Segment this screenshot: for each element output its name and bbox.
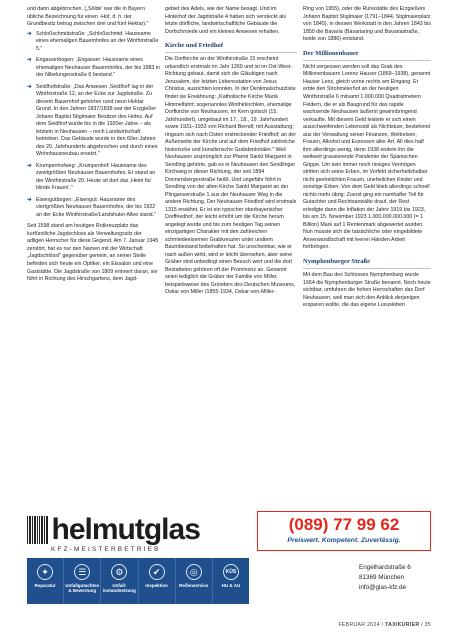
paragraph: Nicht vergessen werden soll das Grab des Millionenbauern Lorenz Hauser (1869–1938), genannt Hauser Lenz, gleich vorne rechts am Eingang. Er erbte den Strohmeierhof an der heutigen Winthirstraße 6 mitsamt 1.000.000 Quadratmetern Feldern, die er als Baugrund für das rapide wachsende Neuhausen äußerst gewinnbringend verkaufte. Mit diesem Geld leistete er sich einen ausschweifenden Lebensstil als Nichtstuer, bestehend aus der Verwaltung seiner Finanzen, Weltreisen, Frauen, Alkohol und Exzessen aller Art. All dies half ihm allerdings wenig, denn 1938 endete ihn die weltweit grassierende Pandemie der Spanischen Grippe. Um sein immer noch riesiges Vermögen stritten sich seine Erben, im Vorfeld sicherheitshalber nicht geehelichten Frauen, unehelichen Kinder und sonstige Erben. Von dem Geld blieb allerdings schnell nichts mehr übrig: Zuerst ging ein namhafter Teil für Gutachter und Rechtsanwälte drauf, der Rest erledigte dann die Inflation der Jahre 1919 bis 1923, bis am 15. November 1923 1.000.000.000.000 (= 1 Billion) Mark auf 1 Rentenmark abgewertet wurden. Nun musste sich die tatsächliche oder eingebildete Anverwandtschaft mit leeren Händen Arbeit fortbringen. [303,63,431,251]
arrow-icon: ➔ [27,162,32,169]
service-item [27,558,64,604]
brand-tagline: KFZ-MEISTERBETRIEB [51,546,161,553]
paragraph: Seit 1598 stand am heutigen Rotkreuzplatz das kurfürstliche Jagdschloss als Verwaltungssitz der adligen Herrscher für diese Gegend. Am 7. Januar 1945 zerstört, hat es nur den Namen mit der Wirtschaft „Jagdschlössl" gegenüber gemein, an seiner Stelle befinden sich heute ein Optiker, ein Eissalon und eine Gaststätte. Die Jagdstraße von 1809 erinnert daran, sie führt in Richtung des Hirschgartens, dem Jagd- [27,223,159,283]
arrow-icon: ➔ [27,30,32,37]
section-heading: Der Millionenbauer [303,49,431,61]
article-column-3 [303,6,431,312]
page-number: 35 [424,622,431,628]
street-entry [27,163,160,193]
paragraph: gebiet des Adels, wie der Name besagt. Und im Hinterhof der Jagdstraße 4 haben sich versteckt als letzte dörfliche, landwirtschaftliche Gebäude die Dorfschmiede und ein kleines Anwesen erhalten. [165,6,287,35]
service-label: Reifenservice [179,583,209,588]
issue-date: FEBRUAR 2024 [338,622,380,628]
services-strip [27,558,249,604]
brand-name: helmutglas [51,513,200,546]
street-entry-text: Eisengutbogen: „Eisengut: Hausname des viertgrößten Neuhauser Bauernhofes, der bis 1922 an der Ecke Winthirstraße/Landshuter Allee stand." [36,196,156,218]
street-entry [27,31,160,54]
tire-icon: ◎ [186,564,202,580]
paragraph: Die Dorfkirche an der Winthirstraße 15 erscheint urkundlich erstmals im Jahr 1269 und ist im Ost-West-Richtung gebaut, damit sich die Gläubigen nach Jerusalem, der letzten Lebensstation von Jesus Christus, ausrichten konnten. In der Denkmalschutzliste findet sie Erwähnung: „Katholische Kirche Mariä Himmelfahrt; sogenanntes Winthirkirchlein, ehemalige Dorfkirche von Neuhausen, im Kern gotisch (15. Jahrhundert), umgebaut im 17., 18., 19. Jahrhundert sowie 1931–1933 von Richard Berndl; mit Ausstattung; ringsum sich nach Osten erstreckender Friedhof; an der Außenseite der Kirche und auf dem Friedhof zahlreiche historische und künstlerische Grabdenkmäler." Weil Neuhausen ursprünglich zur Pfarrei Sankt Margaret in Sendling gehörte, gab es in Neuhausen den Sendlinger Kirchweg in dieser Richtung, der seit 1894 Donnersbergerstraße heißt. Und ungefähr führt in Sendling von der alten Kirche Sankt Margaret an der Plinganserstraße 1 aus der Neuhauser Weg in die andere Richtung. Der Neuhauser Friedhof wird erstmals 1315 erwähnt. Er ist ein typischer oberbayerischer Dorffriedhof, der leicht erhöht um die Kirche herum angelegt wurde und bis zum heutigen Tag seinen einzigartigen Charakter mit den zahlreichen schmiedeeisernen Grabkreuzen unter uraltem Baumbestand beibehalten hat. So unscheinbar, wie er nach außen wirkt, wird er leicht übersehen, aber seine Gräber sind unbedingt einen Besuch wert und die dort Bestatteten gehören oft der Prominenz an. Genannt seien lediglich die Gräber der Familie von Miller, beispielsweise des Gründers des Deutschen Museums, Oskar von Miller (1855-1934, Oskar-von-Miller- [165,56,297,296]
paragraph: Mit dem Bau des Schlosses Nymphenburg wurde 1664 die Nymphenburger Straße benannt. Noch heute sichtbar, umfuhren die hohen Herrschaften das Dorf Neuhausen, weil man sich den Anblick derjenigen ersparen wollte, die das eigene Luxusleben [303,272,431,309]
street-entry-text: Engasserbogen: „Engasser: Hausname eines ehemaligen Neuhauser Bauernhofes, der bis 1983 in der Nibelungenstraße 6 bestand." [36,57,160,79]
email-link[interactable]: info@glas-kfz.de [359,583,406,591]
address-block [359,563,411,592]
service-label: Inspektion [145,583,168,588]
street-entry-text: Krumpenhofweg: „Krumpenhof: Hausname des zweitgrößten Neuhauser Bauernhofes. Er stand an der Winthirstraße 20. Heute ist dort das ‚Heim für blinde Frauen'." [36,162,156,192]
street-entry [27,57,160,80]
service-label: Reparatur [34,583,56,588]
street-entry [27,197,160,220]
magazine-name: TAXIKURIER [385,622,420,628]
article-column-1 [27,6,160,286]
service-item [64,558,101,604]
car-repair-icon: ⚙ [111,564,127,580]
company-logo [27,515,200,545]
arrow-icon: ➔ [27,196,32,203]
street-address: Engelhardstraße 6 [359,564,411,571]
advertisement [27,509,431,613]
paragraph: und dann abgebrochen. („Sölde' war die in Bayern übliche Bezeichnung für einen -Hof, d. h. der Grundbesitz betrug zwischen drei und fünf Hektar)." [27,6,149,28]
arrow-icon: ➔ [27,83,32,90]
arrow-icon: ➔ [27,57,32,64]
checklist-icon: ✔ [149,564,165,580]
page-footer: FEBRUAR 2024 / TAXIKURIER / 35 [338,622,431,628]
section-heading: Kirche und Friedhof [165,41,297,53]
service-item [139,558,176,604]
service-label: Unfallgutachten & Bewertung [65,583,100,594]
logo-bars-icon [27,516,48,544]
section-heading: Nymphenburger Straße [303,257,431,269]
street-entry-text: Seidlhofstraße: „Das Anwesen ‚Seidlhof' lag in der Winthirstraße 12, an der Ecke zur Jagdstraße. Zu diesem Bauernhof gehörten rund neun Hektar Grund. In den Jahren 1837/1838 war der Erzgießer Johann Baptist Stiglmaier Besitzer des Hofes. Auf dem Seidlhof wurde bis in die 1920er-Jahre – als letztem in Neuhausen – noch Landwirtschaft betrieben. Das Gebäude wurde in den 60er-Jahren des 20. Jahrhunderts abgebrochen und durch einen Wohnhausneubau ersetzt." [36,83,158,158]
ad-slogan: Preiswert. Kompetent. Zuverlässig. [287,537,401,544]
phone-box [257,511,431,551]
street-entry-text: Schloßschmidstraße: „Schloßschmid: Hausname eines ehemaligen Bauernhofes an der Winthirstraße 5." [36,30,159,52]
service-item [101,558,138,604]
service-item [176,558,213,604]
wrench-icon: ✦ [37,564,53,580]
service-label: Unfall-instandsetzung [102,583,136,594]
phone-number[interactable]: (089) 77 99 62 [288,515,400,534]
service-label: HU & AU [221,583,241,588]
article-column-2 [165,6,297,299]
service-item [213,558,249,604]
city-address: 81369 München [359,573,405,581]
paragraph: Ring von 1955), oder die Ruhestätte des Erzgießers Johann Baptist Stiglmaier (1791–1844, Stiglmaierplatz von 1845), in dessen Werkstatt in den Jahren 1843 bis 1850 die Bavaria (Bavariaring und Bavariastraße, beide von 1886) entstand. [303,6,431,43]
kues-badge-icon: KÜS [223,564,239,580]
document-icon: ☰ [74,564,90,580]
street-entry [27,84,160,159]
